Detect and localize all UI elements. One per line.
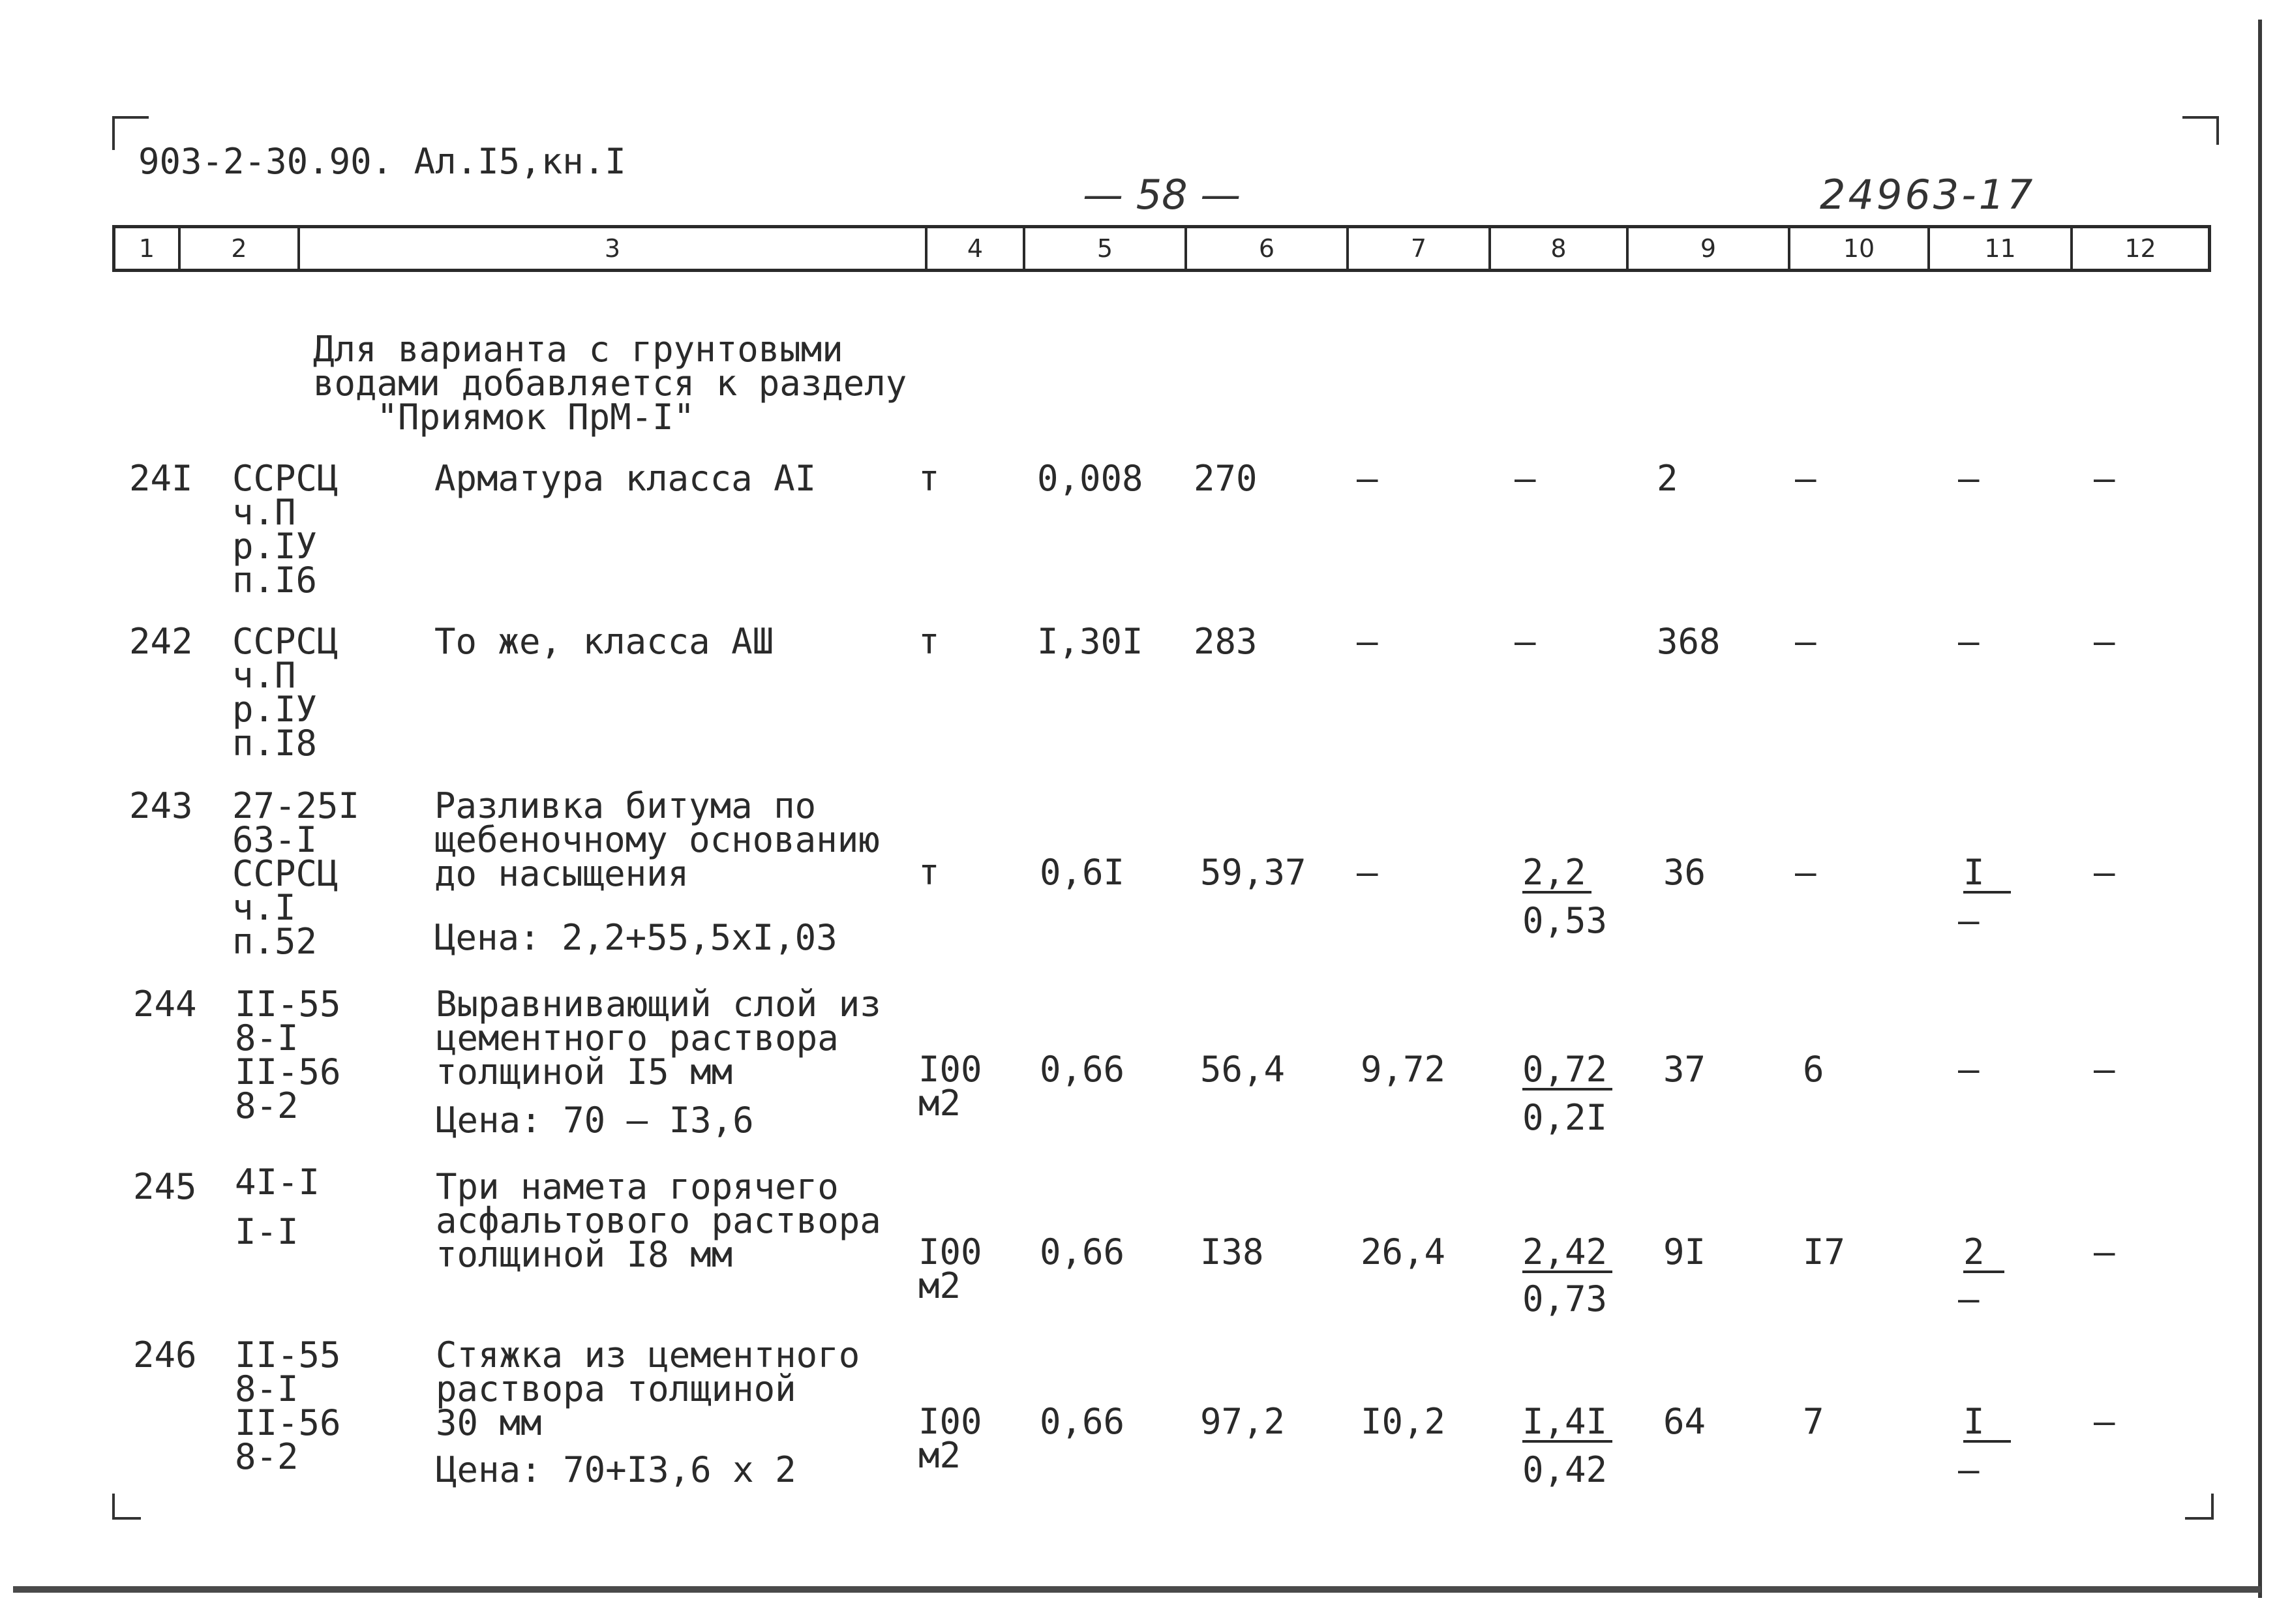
col-7-value: I0,2 (1361, 1401, 1446, 1442)
unit: I00 м2 (918, 1231, 982, 1306)
col-8-denominator: 0,73 (1522, 1278, 1608, 1319)
col-8-numerator: 2,2 (1522, 856, 1591, 894)
col-11-denominator: – (1958, 1278, 1980, 1319)
col-8-numerator: 2,42 (1522, 1235, 1612, 1273)
sheet-code: 24963-17 (1820, 171, 2036, 218)
column-header-1: 1 (115, 228, 181, 269)
col-11-value: – (1958, 1049, 1980, 1090)
row-number: 24I (129, 458, 193, 499)
column-header-10: 10 (1790, 228, 1930, 269)
section-title: Для варианта с грунтовыми водами добавляется к разделу "Приямок ПрМ-I" (313, 329, 907, 438)
col-12-value: – (2094, 1231, 2115, 1272)
scan-edge-bottom (13, 1586, 2261, 1593)
column-header-9: 9 (1629, 228, 1790, 269)
quantity: 0,66 (1040, 1231, 1125, 1272)
col-10-value: I7 (1803, 1231, 1846, 1272)
reference-code: 4I-I I-I (235, 1162, 320, 1252)
row-number: 243 (129, 785, 193, 826)
column-header-11: 11 (1930, 228, 2073, 269)
col-8-numerator: I,4I (1522, 1405, 1612, 1443)
col-7-value: 9,72 (1361, 1049, 1446, 1090)
col-9-value: 2 (1657, 458, 1678, 499)
unit: т (918, 852, 940, 893)
col-6-value: 59,37 (1200, 852, 1306, 893)
col-10-value: – (1795, 621, 1817, 662)
unit: т (918, 458, 940, 499)
col-11-denominator: – (1958, 900, 1980, 941)
quantity: 0,66 (1040, 1401, 1125, 1442)
col-9-value: 64 (1663, 1401, 1706, 1442)
document-code: 903-2-30.90. Ал.I5,кн.I (138, 141, 626, 182)
col-11-numerator: 2 (1963, 1235, 2004, 1273)
col-7-value: – (1357, 852, 1378, 893)
col-8-value: – (1515, 458, 1536, 499)
column-header-5: 5 (1025, 228, 1187, 269)
col-11-numerator: I (1963, 1405, 2011, 1443)
corner-mark-top-right (2182, 116, 2219, 145)
column-header-3: 3 (300, 228, 927, 269)
column-header-8: 8 (1491, 228, 1629, 269)
col-8-denominator: 0,2I (1522, 1097, 1608, 1138)
col-9-value: 9I (1663, 1231, 1706, 1272)
col-11-denominator: – (1958, 1449, 1980, 1490)
col-9-value: 368 (1657, 621, 1721, 662)
work-description: Выравнивающий слой из цементного раствора толщиной I5 мм (436, 984, 881, 1092)
col-6-value: 56,4 (1200, 1049, 1286, 1090)
unit: I00 м2 (918, 1401, 982, 1476)
reference-code: ССРСЦ ч.П р.IУ п.I6 (232, 458, 339, 601)
row-number: 244 (133, 984, 197, 1025)
col-9-value: 37 (1663, 1049, 1706, 1090)
price-note: Цена: 70+I3,6 х 2 (436, 1449, 796, 1490)
col-6-value: 97,2 (1200, 1401, 1286, 1442)
col-6-value: 270 (1194, 458, 1258, 499)
page-number: — 58 — (1083, 171, 1241, 218)
column-header-row (112, 225, 2211, 272)
col-12-value: – (2094, 852, 2115, 893)
col-6-value: 283 (1194, 621, 1258, 662)
work-description: Стяжка из цементного раствора толщиной 30 мм (436, 1334, 860, 1443)
work-description: То же, класса АШ (434, 621, 774, 662)
reference-code: ССРСЦ ч.П р.IУ п.I8 (232, 621, 339, 764)
quantity: 0,66 (1040, 1049, 1125, 1090)
col-11-value: – (1958, 621, 1980, 662)
work-description: Три намета горячего асфальтового раствора толщиной I8 мм (436, 1166, 881, 1275)
column-header-7: 7 (1349, 228, 1491, 269)
scan-edge-right (2258, 20, 2262, 1598)
col-10-value: – (1795, 852, 1817, 893)
price-note: Цена: 2,2+55,5хI,03 (434, 917, 837, 958)
col-7-value: – (1357, 621, 1378, 662)
column-header-2: 2 (181, 228, 300, 269)
column-header-6: 6 (1187, 228, 1349, 269)
price-note: Цена: 70 – I3,6 (436, 1100, 754, 1141)
row-number: 246 (133, 1334, 197, 1376)
col-7-value: 26,4 (1361, 1231, 1446, 1272)
col-12-value: – (2094, 1401, 2115, 1442)
work-description: Арматура класса АI (434, 458, 817, 499)
row-number: 245 (133, 1166, 197, 1207)
unit: I00 м2 (918, 1049, 982, 1124)
col-11-numerator: I (1963, 856, 2011, 894)
col-10-value: – (1795, 458, 1817, 499)
column-header-4: 4 (927, 228, 1025, 269)
col-10-value: 7 (1803, 1401, 1824, 1442)
col-6-value: I38 (1200, 1231, 1264, 1272)
col-12-value: – (2094, 621, 2115, 662)
row-number: 242 (129, 621, 193, 662)
col-8-value: – (1515, 621, 1536, 662)
corner-mark-bottom-left (112, 1494, 141, 1520)
col-10-value: 6 (1803, 1049, 1824, 1090)
col-12-value: – (2094, 1049, 2115, 1090)
quantity: I,30I (1037, 621, 1143, 662)
quantity: 0,6I (1040, 852, 1125, 893)
reference-code: II-55 8-I II-56 8-2 (235, 1334, 341, 1477)
reference-code: II-55 8-I II-56 8-2 (235, 984, 341, 1126)
col-7-value: – (1357, 458, 1378, 499)
col-12-value: – (2094, 458, 2115, 499)
col-8-denominator: 0,42 (1522, 1449, 1608, 1490)
col-9-value: 36 (1663, 852, 1706, 893)
col-8-numerator: 0,72 (1522, 1053, 1612, 1090)
corner-mark-bottom-right (2185, 1494, 2214, 1520)
col-11-value: – (1958, 458, 1980, 499)
work-description: Разливка битума по щебеночному основанию до насыщения (434, 785, 880, 894)
unit: т (918, 621, 940, 662)
reference-code: 27-25I 63-I ССРСЦ ч.I п.52 (232, 785, 360, 962)
column-header-12: 12 (2124, 234, 2156, 263)
quantity: 0,008 (1037, 458, 1143, 499)
col-8-denominator: 0,53 (1522, 900, 1608, 941)
